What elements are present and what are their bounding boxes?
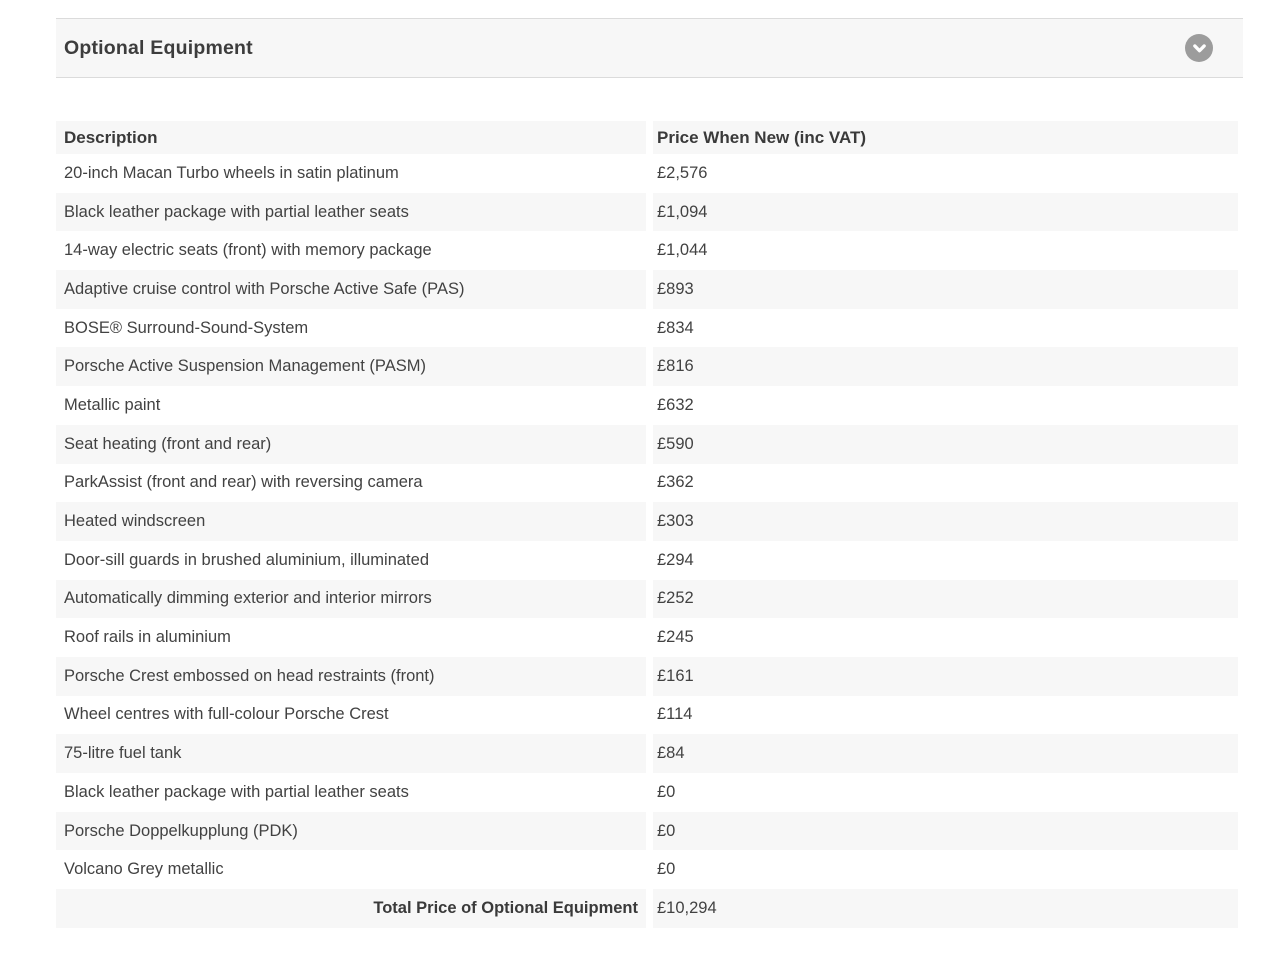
price-cell: £816 [653, 347, 1238, 386]
price-cell: £362 [657, 473, 694, 492]
description-cell: Black leather package with partial leather seats [56, 773, 653, 812]
description-cell: Roof rails in aluminium [56, 618, 653, 657]
table-row [56, 696, 1238, 735]
price-cell: £1,094 [653, 193, 1238, 232]
table-row [56, 347, 1238, 386]
chevron-down-icon [1191, 40, 1208, 57]
table-row [56, 193, 1238, 232]
description-column-header: Description [56, 121, 653, 154]
description-cell: Wheel centres with full-colour Porsche Crest [56, 696, 653, 735]
description-cell: Door-sill guards in brushed aluminium, illuminated [56, 541, 653, 580]
price-cell: £590 [653, 425, 1238, 464]
price-cell: £0 [657, 782, 676, 801]
optional-equipment-table [56, 121, 1238, 928]
description-cell: Porsche Crest embossed on head restraints (front) [56, 657, 653, 696]
description-cell: Volcano Grey metallic [56, 850, 653, 889]
table-row [56, 502, 1238, 541]
table-row [56, 812, 1238, 851]
table-row [56, 734, 1238, 773]
price-cell: £1,044 [657, 241, 708, 260]
table-row [56, 309, 1238, 348]
description-cell: Seat heating (front and rear) [56, 425, 653, 464]
table-header-row [56, 121, 1238, 154]
optional-equipment-panel-header [56, 18, 1243, 78]
table-row [56, 773, 1238, 812]
price-cell: £834 [657, 318, 694, 337]
description-cell: Automatically dimming exterior and interior mirrors [56, 580, 653, 619]
description-cell: Porsche Doppelkupplung (PDK) [56, 812, 653, 851]
table-row [56, 154, 1238, 193]
total-value: £10,294 [653, 889, 1238, 928]
description-cell: BOSE® Surround-Sound-System [56, 309, 653, 348]
table-row [56, 231, 1238, 270]
total-label: Total Price of Optional Equipment [56, 889, 653, 928]
price-cell: £114 [657, 705, 693, 724]
table-row [56, 425, 1238, 464]
table-row [56, 541, 1238, 580]
price-cell: £632 [657, 395, 694, 414]
table-row [56, 386, 1238, 425]
table-row [56, 618, 1238, 657]
price-cell: £893 [653, 270, 1238, 309]
price-cell: £84 [653, 734, 1238, 773]
description-cell: 14-way electric seats (front) with memory package [56, 231, 653, 270]
table-row [56, 580, 1238, 619]
table-row [56, 850, 1238, 889]
description-cell: Heated windscreen [56, 502, 653, 541]
description-cell: Metallic paint [56, 386, 653, 425]
price-cell: £245 [657, 628, 694, 647]
price-cell: £0 [653, 812, 1238, 851]
price-cell: £0 [657, 860, 676, 879]
table-row [56, 464, 1238, 503]
price-cell: £2,576 [657, 163, 708, 182]
equipment-table-body [56, 154, 1238, 889]
description-cell: 75-litre fuel tank [56, 734, 653, 773]
collapse-panel-button[interactable] [1185, 34, 1213, 62]
price-cell: £161 [653, 657, 1238, 696]
table-row [56, 657, 1238, 696]
panel-title: Optional Equipment [64, 36, 253, 59]
price-cell: £294 [657, 550, 694, 569]
description-cell: Black leather package with partial leather seats [56, 193, 653, 232]
table-row [56, 270, 1238, 309]
price-cell: £303 [653, 502, 1238, 541]
description-cell: Porsche Active Suspension Management (PASM) [56, 347, 653, 386]
total-row [56, 889, 1238, 928]
price-cell: £252 [653, 580, 1238, 619]
description-cell: 20-inch Macan Turbo wheels in satin platinum [56, 154, 653, 193]
description-cell: Adaptive cruise control with Porsche Active Safe (PAS) [56, 270, 653, 309]
price-column-header: Price When New (inc VAT) [653, 121, 1238, 154]
description-cell: ParkAssist (front and rear) with reversing camera [56, 464, 653, 503]
